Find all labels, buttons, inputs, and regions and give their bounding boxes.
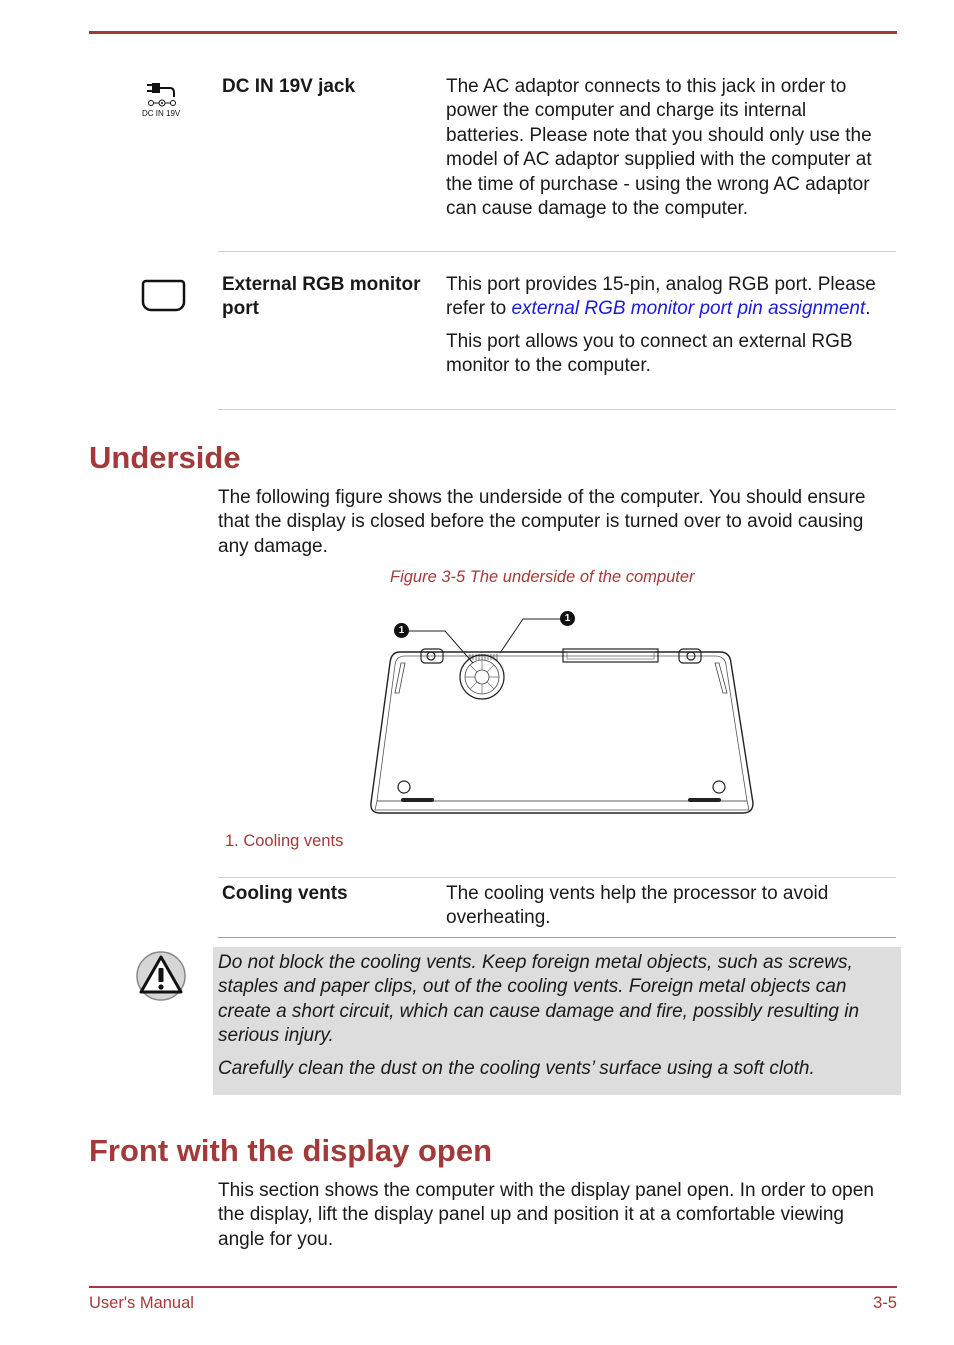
desc-dc-in-text: The AC adaptor connects to this jack in order to power the computer and charge its internal batteries. Please note that you should only use the model of AC adaptor supplied with the computer at the time of purchase - using the wrong AC adaptor can cause damage to the computer. <box>446 76 872 220</box>
term-cooling-vents: Cooling vents <box>222 883 348 904</box>
warning-triangle-icon <box>135 950 187 1002</box>
term-dc-in: DC IN 19V jack <box>222 76 356 97</box>
footer-manual-title: User's Manual <box>89 1294 194 1312</box>
term-rgb: External RGB monitor port <box>222 274 421 319</box>
callout-1-left-label: 1 <box>398 625 405 636</box>
cooling-vents-table <box>218 877 896 938</box>
warning-text-2: Carefully clean the dust on the cooling vents’ surface using a soft cloth. <box>218 1058 815 1079</box>
figure-legend: 1. Cooling vents <box>225 832 344 850</box>
desc-dc-in <box>446 75 886 229</box>
desc-rgb-p1-text: This port provides 15-pin, analog RGB port. Please refer to <box>446 274 876 320</box>
port-row-rgb <box>218 251 896 410</box>
warning-box <box>213 947 901 1095</box>
desc-rgb-p1 <box>446 273 886 322</box>
front-heading: Front with the display open <box>89 1133 492 1168</box>
underside-heading: Underside <box>89 440 241 475</box>
desc-rgb-p1-post: . <box>865 298 871 320</box>
callout-1-right <box>560 611 575 626</box>
underside-figure <box>365 605 765 820</box>
dc-in-icon-caption: DC IN 19V <box>142 109 181 118</box>
warning-text-1: Do not block the cooling vents. Keep foreign metal objects, such as screws, staples and paper clips, out of the cooling vents. Foreign metal objects can create a short circuit, which can cause damage and fire, possibly resulting in serious injury. <box>218 952 860 1047</box>
footer-rule <box>89 1286 897 1288</box>
figure-caption: Figure 3-5 The underside of the computer <box>390 568 695 586</box>
callout-1-left <box>394 623 409 638</box>
rgb-monitor-port-icon <box>141 278 186 313</box>
footer-page-number: 3-5 <box>873 1294 897 1312</box>
underside-intro: The following figure shows the underside of the computer. You should ensure that the display is closed before the computer is turned over to avoid causing any damage. <box>218 487 866 557</box>
callout-1-right-label: 1 <box>564 613 571 624</box>
front-intro: This section shows the computer with the display panel open. In order to open the display, lift the display panel up and position it at a comfortable viewing angle for you. <box>218 1180 874 1250</box>
desc-rgb <box>446 273 886 387</box>
port-row-dc-in <box>218 72 896 252</box>
desc-cooling-vents: The cooling vents help the processor to avoid overheating. <box>446 883 829 929</box>
desc-rgb-p2: This port allows you to connect an external RGB monitor to the computer. <box>446 330 853 377</box>
header-rule <box>89 31 897 34</box>
rgb-pin-assignment-link[interactable]: external RGB monitor port pin assignment <box>511 298 866 320</box>
